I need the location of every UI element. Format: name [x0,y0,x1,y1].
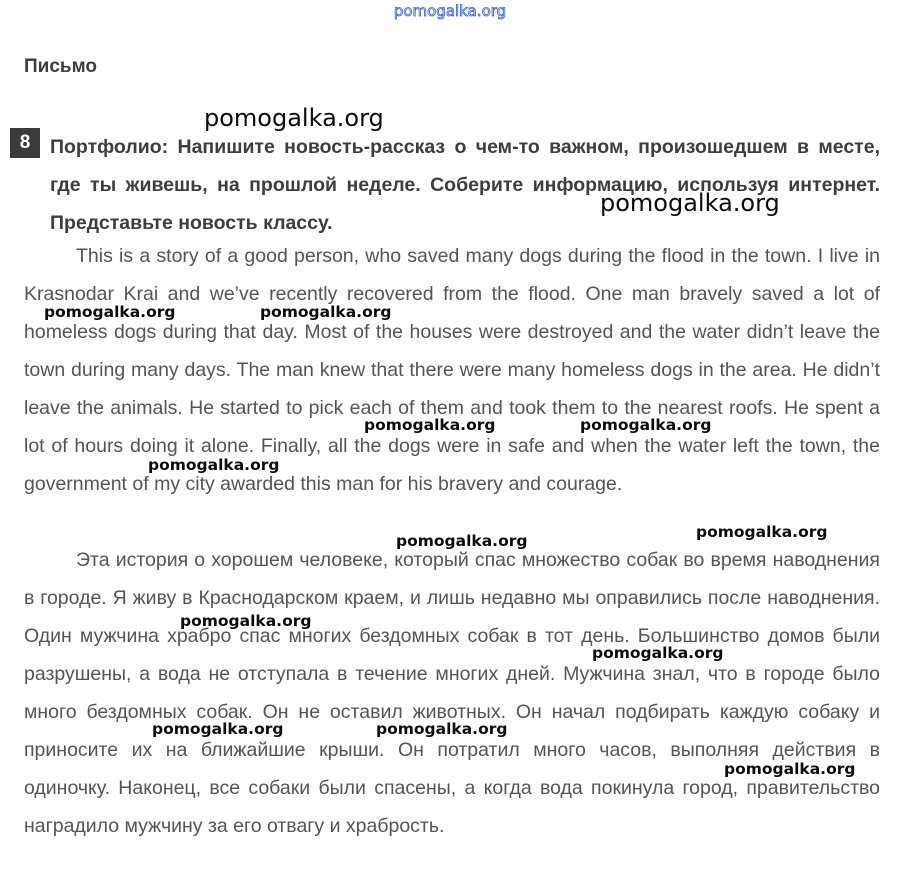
watermark: pomogalka.org [148,456,280,474]
watermark: pomogalka.org [696,523,828,541]
watermark: pomogalka.org [376,720,508,738]
exercise-number-badge: 8 [10,128,40,158]
watermark: pomogalka.org [396,532,528,550]
section-title: Письмо [24,56,97,77]
watermark: pomogalka.org [152,720,284,738]
top-watermark: pomogalka.org [393,2,507,20]
watermark: pomogalka.org [724,760,856,778]
watermark: pomogalka.org [364,416,496,434]
watermark: pomogalka.org [600,189,780,217]
english-answer-paragraph: This is a story of a good person, who saved many dogs during the flood in the town. I live in Krasnodar Krai and we’ve recently recovered from the flood. One man bravely saved a lot of homeless dogs during that day. Most of the houses were destroyed and the water didn’t leave the town during many days. The man knew that there were many homeless dogs in the area. He didn’t leave the animals. He started to pick each of them and took them to the nearest roofs. He spent a lot of hours doing it alone. Finally, all the dogs were in safe and when the water left the town, the government of my city awarded this man for his bravery and courage. [24,245,880,495]
exercise-task: Портфолио: Напишите новость-рассказ о чем-то важном, произошедшем в месте, где ты живешь, на прошлой неделе. Соберите информацию, используя интернет. Представьте новость классу. [50,136,880,234]
watermark: pomogalka.org [580,416,712,434]
watermark: pomogalka.org [204,104,384,132]
watermark: pomogalka.org [260,303,392,321]
watermark: pomogalka.org [592,644,724,662]
watermark: pomogalka.org [44,303,176,321]
russian-translation-paragraph: Эта история о хорошем человеке, который спас множество собак во время наводнения в городе. Я живу в Краснодарском краем, и лишь недавно мы оправились после наводнения. Один мужчина храбро спас многих бездомных собак в тот день. Большинство домов были разрушены, а вода не отступала в течение многих дней. Мужчина знал, что в городе было много бездомных собак. Он не оставил животных. Он начал подбирать каждую собаку и приносите их на ближайшие крыши. Он потратил много часов, выполняя действия в одиночку. Наконец, все собаки были спасены, а когда вода покинула город, правительство наградило мужчину за его отвагу и храбрость. [24,549,880,837]
watermark: pomogalka.org [180,612,312,630]
